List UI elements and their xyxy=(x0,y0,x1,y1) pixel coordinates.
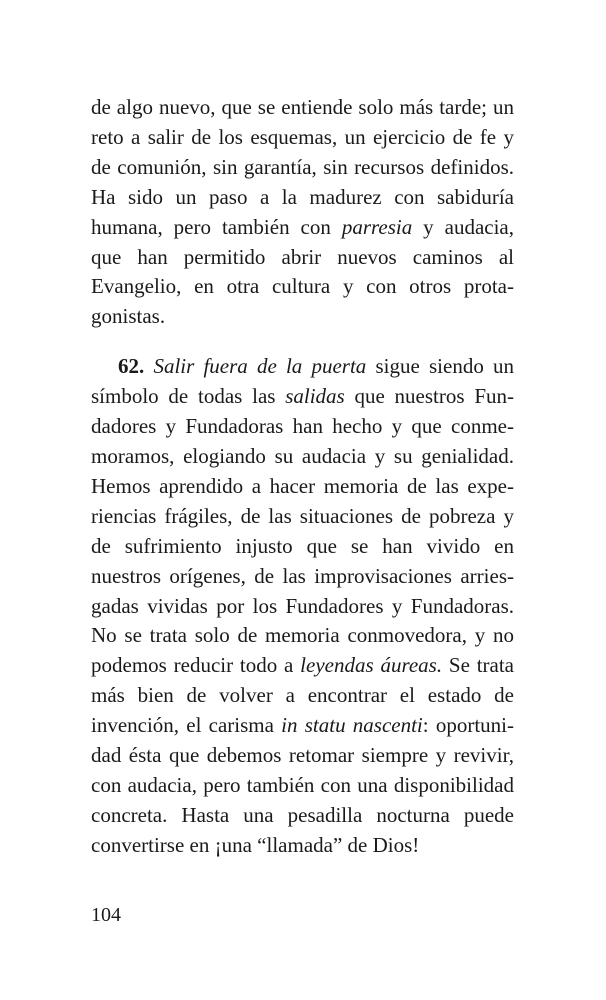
italic-text-run: leyendas áureas. xyxy=(300,653,443,678)
text-run: y audacia, que han permitido abrir nuevos caminos al Evangelio, en otra cultura y con otros protagonistas. xyxy=(91,214,514,329)
text-run: : oportunidad ésta que debemos retomar siempre y revivir, con audacia, pero también con una disponibilidad concreta. Hasta una pesadilla nocturna puede convertirse en ¡una “llamada” de Dios! xyxy=(91,713,514,857)
italic-text-run: in statu nascenti xyxy=(281,713,423,738)
text-run: sigue siendo un símbolo de todas las xyxy=(91,354,515,409)
italic-text-run: salidas xyxy=(285,384,345,409)
text-run: de algo nuevo, que se entiende solo más tarde; un reto a salir de los esquemas, un ejercicio de fe y de comunión, sin garantía, sin recursos definidos. Ha sido un paso a la madurez con sabiduría humana, pero también con xyxy=(91,95,514,239)
page-number: 104 xyxy=(91,904,121,926)
italic-text-run: Salir fuera de la puerta xyxy=(153,354,367,379)
italic-text-run: parresia xyxy=(341,214,413,239)
paragraph xyxy=(91,352,514,860)
paragraph-number: 62. xyxy=(118,354,145,379)
text-run: Se trata más bien de volver a encontrar el estado de invención, el carisma xyxy=(91,653,515,738)
paragraph xyxy=(91,93,514,332)
page-body xyxy=(91,93,514,861)
text-run: que nuestros Fundadores y Fundadoras han hecho y que conmemoramos, elogiando su audacia y su genialidad. Hemos aprendido a hacer memoria de las experiencias frágiles, de las situaciones de pobreza y de sufrimiento injusto que se han vivido en nuestros orígenes, de las improvisaciones arriesgadas vividas por los Fundadores y Fundadoras. No se trata solo de memoria conmovedora, y no podemos reducir todo a xyxy=(91,384,514,678)
